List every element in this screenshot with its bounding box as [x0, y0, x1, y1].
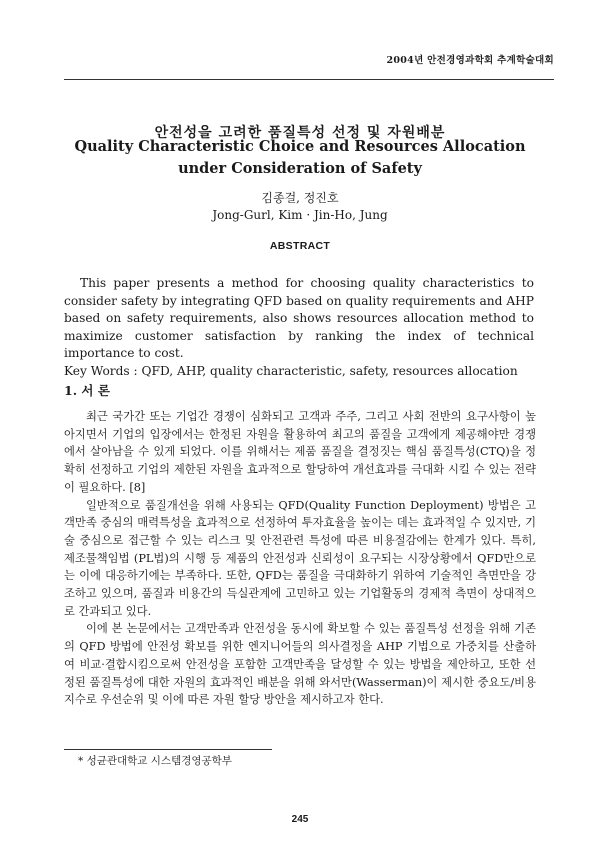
title-english-line1: Quality Characteristic Choice and Resources Allocation: [74, 138, 526, 155]
abstract-text: This paper presents a method for choosing quality characteristics to consider safety by integrating QFD based on quality requirements and AHP based on safety requirements, also shows resources allocation method to maximize customer satisfaction by ranking the index of technical importance to cost.: [64, 276, 534, 360]
paragraph: 일반적으로 품질개선을 위해 사용되는 QFD(Quality Function Deployment) 방법은 고객만족 중심의 매력특성을 효과적으로 선정하여 투자효율을 높이는 데는 효과적일 수 있지만, 기술 중심으로 접근할 수 있는 리스크 및 안전관련 특성에 따른 비용절감에는 한계가 있다. 특히, 제조물책임법 (PL법)의 시행 등 제품의 안전성과 신뢰성이 요구되는 시장상황에서 QFD만으로는 이에 대응하기에는 부족하다. 또한, QFD는 품질을 극대화하기 위하여 기술적인 측면만을 강조하고 있으며, 품질과 비용간의 득실관계에 고민하고 있는 기업활동의 경제적 측면이 상대적으로 간과되고 있다.: [64, 498, 536, 618]
header-rule: [64, 79, 554, 80]
section-title: 1. 서 론: [64, 383, 110, 398]
section-body: [64, 408, 536, 709]
footnote: * 성균관대학교 시스템경영공학부: [78, 755, 232, 767]
title-korean: 안전성을 고려한 품질특성 선정 및 자원배분: [154, 125, 446, 141]
abstract-block: [64, 275, 534, 380]
conference-header: 2004년 안전경영과학회 추계학술대회: [386, 55, 554, 66]
authors-korean: 김종걸, 정진호: [261, 191, 339, 205]
keywords: Key Words : QFD, AHP, quality characteristic, safety, resources allocation: [64, 363, 518, 378]
page-number: 245: [291, 814, 309, 825]
title-english-line2: under Consideration of Safety: [178, 160, 422, 177]
paragraph: 이에 본 논문에서는 고객만족과 안전성을 동시에 확보할 수 있는 품질특성 선정을 위해 기존의 QFD 방법에 안전성 확보를 위한 엔지니어들의 의사결정을 AHP 기법으로 가중치를 산출하여 비교·결합시킴으로써 안전성을 포함한 고객만족을 달성할 수 있는 방법을 제안하고, 또한 선정된 품질특성에 대한 자원의 효과적인 배분을 위해 와서만(Wasserman)이 제시한 중요도/비용 지수로 우선순위 및 이에 따른 자원 할당 방안을 제시하고자 한다.: [64, 622, 536, 707]
paragraph: 최근 국가간 또는 기업간 경쟁이 심화되고 고객과 주주, 그리고 사회 전반의 요구사항이 높아지면서 기업의 입장에서는 한정된 자원을 활용하여 최고의 품질을 고객에게 제공해야만 경쟁에서 살아남을 수 있게 되었다. 이를 위해서는 제품 품질을 결정짓는 핵심 품질특성(CTQ)을 정확히 선정하고 기업의 제한된 자원을 효과적으로 할당하여 개선효과를 극대화 시킬 수 있는 전략이 필요하다. [8]: [64, 410, 536, 494]
title-english: [0, 136, 600, 180]
footnote-rule: [64, 749, 272, 750]
authors-english: Jong-Gurl, Kim · Jin-Ho, Jung: [212, 208, 388, 222]
abstract-heading: ABSTRACT: [269, 240, 331, 252]
